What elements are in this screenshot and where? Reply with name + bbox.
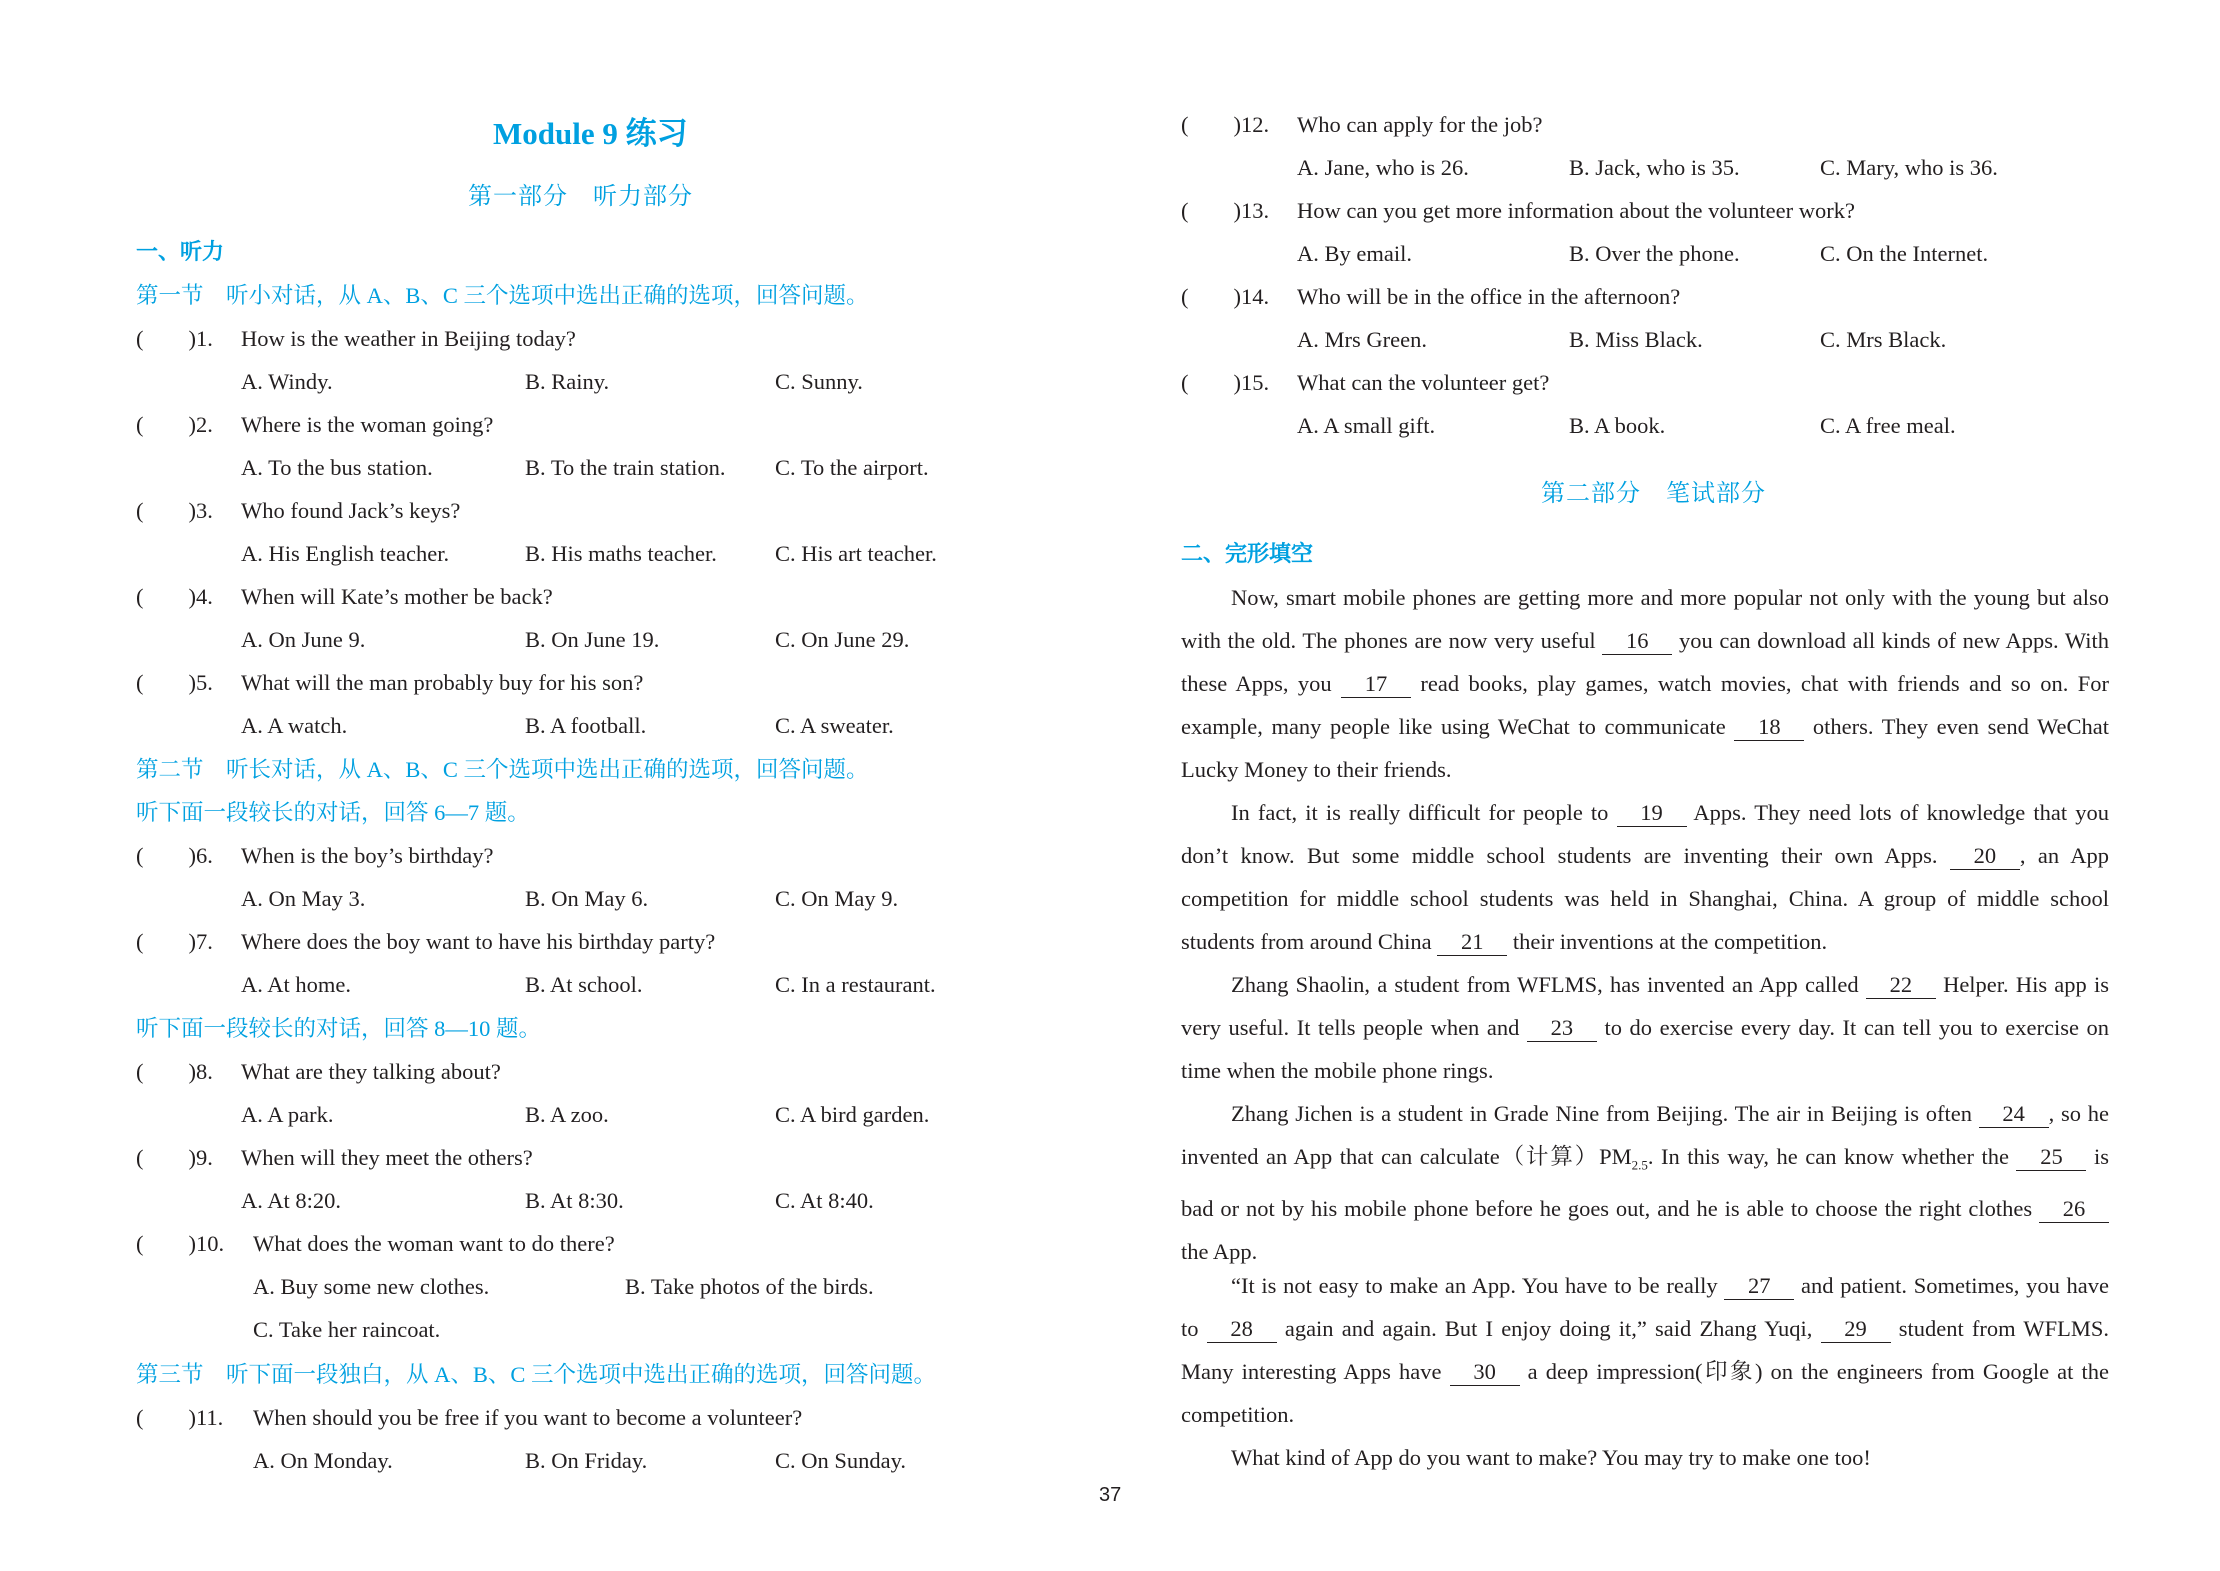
- question-text: How can you get more information about the volunteer work?: [1297, 198, 1855, 223]
- section2-sub1: 听下面一段较长的对话，回答 6—7 题。: [136, 800, 530, 825]
- question-number: ( )8.: [136, 1059, 213, 1084]
- option-a: A. His English teacher.: [241, 541, 450, 566]
- question-text: When will they meet the others?: [241, 1145, 533, 1170]
- option-b: B. At 8:30.: [525, 1188, 624, 1213]
- text: “It is not easy to make an App. You have to be really: [1231, 1273, 1725, 1298]
- text: In fact, it is really difficult for people to: [1231, 800, 1617, 825]
- option-a: A. A park.: [241, 1102, 334, 1127]
- text: is bad or not by his mobile phone before he goes out, and he is able to choose the right clothes: [1181, 1144, 2110, 1221]
- text: their inventions at the competition.: [1507, 929, 1828, 954]
- question-number: ( )4.: [136, 584, 213, 609]
- blank-17: 17: [1341, 671, 1411, 698]
- question-text: Who will be in the office in the afternoon?: [1297, 284, 1681, 309]
- option-b: B. On June 19.: [525, 627, 660, 652]
- option-c: C. A free meal.: [1820, 413, 1956, 438]
- option-a: A. Buy some new clothes.: [253, 1274, 490, 1299]
- option-c: C. In a restaurant.: [775, 972, 936, 997]
- page-number: 37: [1099, 1484, 1122, 1506]
- option-b: B. A football.: [525, 713, 647, 738]
- option-a: A. On June 9.: [241, 627, 366, 652]
- part2-heading: 第二部分 笔试部分: [1541, 479, 1766, 507]
- cloze-paragraph-2: [1181, 791, 2109, 963]
- cloze-paragraph-6: [1181, 1436, 2109, 1479]
- option-c: C. A bird garden.: [775, 1102, 930, 1127]
- text: and patient. Sometimes, you have to: [1181, 1273, 2109, 1341]
- option-a: A. A watch.: [241, 713, 348, 738]
- blank-16: 16: [1602, 628, 1672, 655]
- option-b: B. A book.: [1569, 413, 1666, 438]
- question-text: What can the volunteer get?: [1297, 370, 1550, 395]
- question-number: ( )2.: [136, 412, 213, 437]
- text: Helper. His app is very useful. It tells people when and: [1181, 972, 2109, 1040]
- option-a: A. Windy.: [241, 369, 333, 394]
- option-c: C. A sweater.: [775, 713, 894, 738]
- option-b: B. Jack, who is 35.: [1569, 155, 1740, 180]
- blank-18: 18: [1734, 714, 1804, 741]
- question-number: ( )1.: [136, 326, 213, 351]
- subscript: 2.5: [1631, 1157, 1648, 1173]
- option-a: A. By email.: [1297, 241, 1412, 266]
- option-b: B. On May 6.: [525, 886, 649, 911]
- option-b: B. At school.: [525, 972, 643, 997]
- option-a: A. At 8:20.: [241, 1188, 342, 1213]
- option-b: B. His maths teacher.: [525, 541, 717, 566]
- question-text: When will Kate’s mother be back?: [241, 584, 553, 609]
- option-b: B. Miss Black.: [1569, 327, 1703, 352]
- text: Zhang Shaolin, a student from WFLMS, has invented an App called: [1231, 972, 1866, 997]
- option-c: C. Mary, who is 36.: [1820, 155, 1998, 180]
- question-number: ( )13.: [1181, 198, 1270, 223]
- section2-instruction: 第二节 听长对话，从 A、B、C 三个选项中选出正确的选项，回答问题。: [136, 757, 869, 782]
- blank-24: 24: [1979, 1101, 2049, 1128]
- blank-22: 22: [1866, 972, 1936, 999]
- option-a: A. On Monday.: [253, 1448, 393, 1473]
- option-c: C. His art teacher.: [775, 541, 937, 566]
- blank-25: 25: [2016, 1144, 2086, 1171]
- section-heading-listening: 一、听力: [136, 240, 225, 265]
- cloze-paragraph-3: [1181, 963, 2109, 1092]
- text: Now, smart mobile phones are getting more and more popular not only with the young but also with the old. The phones are now very useful: [1181, 585, 2109, 653]
- text: . In this way, he can know whether the: [1647, 1144, 2017, 1169]
- text: again and again. But I enjoy doing it,” said Zhang Yuqi,: [1276, 1316, 1821, 1341]
- question-text: What are they talking about?: [241, 1059, 501, 1084]
- text: read books, play games, watch movies, chat with friends and so on. For example, many people like using WeChat to communicate: [1181, 671, 2109, 739]
- option-b: B. A zoo.: [525, 1102, 609, 1127]
- section1-instruction: 第一节 听小对话，从 A、B、C 三个选项中选出正确的选项，回答问题。: [136, 283, 869, 308]
- question-number: ( )15.: [1181, 370, 1270, 395]
- cloze-paragraph-4: [1181, 1092, 2109, 1273]
- page-title: Module 9 练习: [493, 116, 688, 151]
- question-number: ( )7.: [136, 929, 213, 954]
- question-text: When should you be free if you want to become a volunteer?: [253, 1405, 803, 1430]
- blank-20: 20: [1950, 843, 2020, 870]
- part1-heading: 第一部分 听力部分: [468, 182, 693, 210]
- blank-21: 21: [1437, 929, 1507, 956]
- section-heading-cloze: 二、完形填空: [1181, 542, 1314, 567]
- question-number: ( )9.: [136, 1145, 213, 1170]
- option-c: C. On the Internet.: [1820, 241, 1989, 266]
- blank-26: 26: [2039, 1196, 2109, 1223]
- question-number: ( )5.: [136, 670, 213, 695]
- blank-29: 29: [1821, 1316, 1891, 1343]
- option-a: A. At home.: [241, 972, 351, 997]
- option-c: C. Take her raincoat.: [253, 1317, 441, 1342]
- cloze-paragraph-5: [1181, 1264, 2109, 1436]
- question-text: How is the weather in Beijing today?: [241, 326, 576, 351]
- question-number: ( )12.: [1181, 112, 1270, 137]
- option-c: C. On June 29.: [775, 627, 910, 652]
- option-a: A. To the bus station.: [241, 455, 433, 480]
- option-c: C. Sunny.: [775, 369, 863, 394]
- question-number: ( )14.: [1181, 284, 1270, 309]
- question-number: ( )10.: [136, 1231, 225, 1256]
- option-c: C. On Sunday.: [775, 1448, 907, 1473]
- text: Apps. They need lots of knowledge that you don’t know. But some middle school students are inventing their own Apps.: [1181, 800, 2109, 868]
- question-text: Where does the boy want to have his birthday party?: [241, 929, 716, 954]
- text: , so he invented an App that can calculate（计算）PM: [1181, 1101, 2109, 1169]
- text: , an App competition for middle school students was held in Shanghai, China. A group of middle school students from around China: [1181, 843, 2109, 954]
- question-text: Who found Jack’s keys?: [241, 498, 461, 523]
- option-a: A. A small gift.: [1297, 413, 1436, 438]
- question-text: Who can apply for the job?: [1297, 112, 1543, 137]
- question-number: ( )11.: [136, 1405, 224, 1430]
- text: to do exercise every day. It can tell you to exercise on time when the mobile phone rings.: [1181, 1015, 2110, 1083]
- question-number: ( )6.: [136, 843, 213, 868]
- option-c: C. At 8:40.: [775, 1188, 874, 1213]
- option-b: B. To the train station.: [525, 455, 726, 480]
- question-text: What will the man probably buy for his son?: [241, 670, 644, 695]
- blank-28: 28: [1207, 1316, 1277, 1343]
- section3-instruction: 第三节 听下面一段独白，从 A、B、C 三个选项中选出正确的选项，回答问题。: [136, 1362, 937, 1387]
- section2-sub2: 听下面一段较长的对话，回答 8—10 题。: [136, 1016, 542, 1041]
- question-number: ( )3.: [136, 498, 213, 523]
- option-a: A. Jane, who is 26.: [1297, 155, 1469, 180]
- blank-30: 30: [1450, 1359, 1520, 1386]
- blank-19: 19: [1617, 800, 1687, 827]
- option-a: A. Mrs Green.: [1297, 327, 1427, 352]
- option-a: A. On May 3.: [241, 886, 366, 911]
- option-c: C. To the airport.: [775, 455, 929, 480]
- text: student from WFLMS. Many interesting Apps have: [1181, 1316, 2109, 1384]
- cloze-paragraph-1: [1181, 576, 2109, 791]
- text: a deep impression(印象) on the engineers from Google at the competition.: [1181, 1359, 2109, 1427]
- text: others. They even send WeChat Lucky Money to their friends.: [1181, 714, 2109, 782]
- option-b: B. Take photos of the birds.: [625, 1274, 874, 1299]
- option-c: C. On May 9.: [775, 886, 899, 911]
- question-text: Where is the woman going?: [241, 412, 494, 437]
- option-b: B. Rainy.: [525, 369, 610, 394]
- option-c: C. Mrs Black.: [1820, 327, 1947, 352]
- text: you can download all kinds of new Apps. With these Apps, you: [1181, 628, 2109, 696]
- text: Zhang Jichen is a student in Grade Nine from Beijing. The air in Beijing is often: [1231, 1101, 1979, 1126]
- option-b: B. Over the phone.: [1569, 241, 1740, 266]
- blank-27: 27: [1724, 1273, 1794, 1300]
- question-text: When is the boy’s birthday?: [241, 843, 494, 868]
- question-text: What does the woman want to do there?: [253, 1231, 615, 1256]
- text: the App.: [1181, 1238, 1258, 1264]
- text: What kind of App do you want to make? You may try to make one too!: [1231, 1445, 1871, 1470]
- option-b: B. On Friday.: [525, 1448, 648, 1473]
- blank-23: 23: [1527, 1015, 1597, 1042]
